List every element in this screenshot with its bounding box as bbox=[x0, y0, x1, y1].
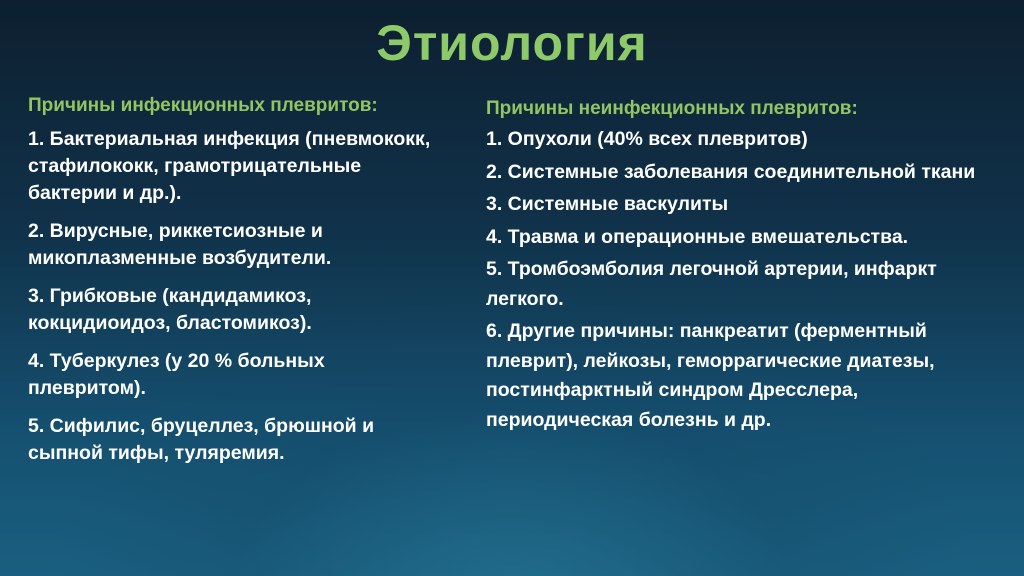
infectious-causes-heading: Причины инфекционных плевритов: bbox=[28, 95, 378, 116]
noninfectious-cause-item: 2. Системные заболевания соединительной ткани bbox=[486, 160, 976, 183]
noninfectious-cause-item: 3. Системные васкулиты bbox=[486, 193, 729, 215]
noninfectious-cause-item: 4. Травма и операционные вмешательства. bbox=[486, 225, 909, 248]
noninfectious-cause-item: 5. Тромбоэмболия легочной артерии, инфаркт легкого. bbox=[486, 258, 937, 310]
infectious-cause-item: 2. Вирусные, риккетсиозные и микоплазменные возбудители. bbox=[28, 220, 332, 269]
noninfectious-cause-item: 6. Другие причины: панкреатит (ферментный плеврит), лейкозы, геморрагические диатезы, постинфарктный синдром Дресслера, периодическая болезнь и др. bbox=[486, 320, 935, 431]
noninfectious-causes-heading: Причины неинфекционных плевритов: bbox=[486, 98, 858, 119]
infectious-cause-item: 3. Грибковые (кандидамикоз, кокцидиоидоз, бластомикоз). bbox=[28, 285, 312, 334]
infectious-cause-item: 5. Сифилис, бруцеллез, брюшной и сыпной тифы, туляремия. bbox=[28, 415, 375, 464]
noninfectious-causes-column bbox=[486, 97, 1006, 438]
infectious-cause-item: 4. Туберкулез (у 20 % больных плевритом). bbox=[28, 350, 325, 399]
noninfectious-cause-item: 1. Опухоли (40% всех плевритов) bbox=[486, 128, 808, 150]
slide-title: Этиология bbox=[376, 15, 648, 71]
infectious-causes-column bbox=[28, 94, 438, 478]
infectious-cause-item: 1. Бактериальная инфекция (пневмококк, стафилококк, грамотрицательные бактерии и др.). bbox=[28, 128, 431, 204]
